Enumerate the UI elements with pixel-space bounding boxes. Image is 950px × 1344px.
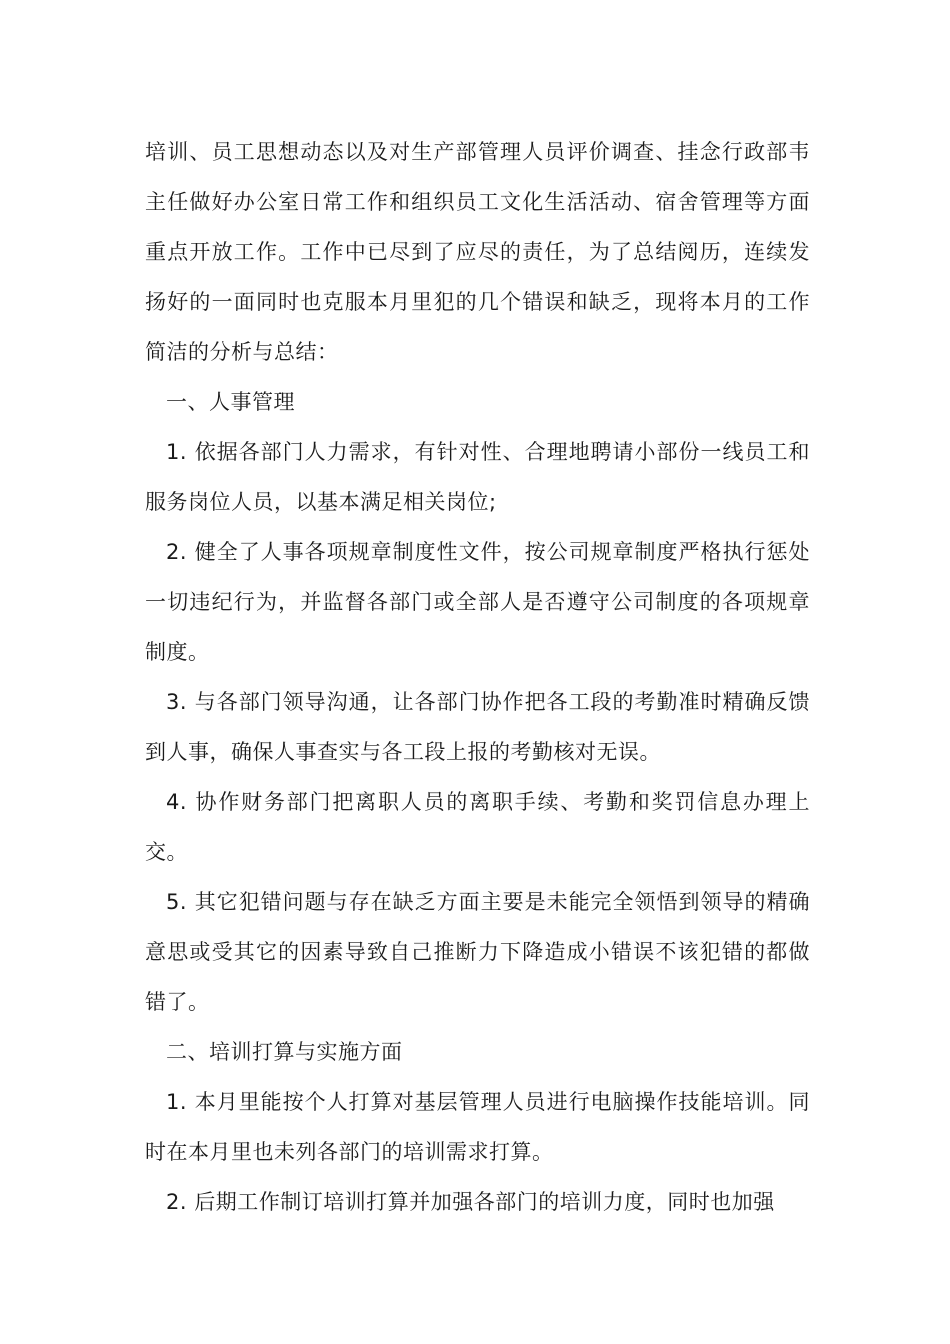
document-body [145, 127, 810, 1227]
list-item: 2. 健全了人事各项规章制度性文件，按公司规章制度严格执行惩处一切违纪行为，并监督各部门或全部人是否遵守公司制度的各项规章制度。 [145, 540, 810, 664]
intro-paragraph: 培训、员工思想动态以及对生产部管理人员评价调查、挂念行政部韦主任做好办公室日常工作和组织员工文化生活活动、宿舍管理等方面重点开放工作。工作中已尽到了应尽的责任，为了总结阅历，连续发扬好的一面同时也克服本月里犯的几个错误和缺乏，现将本月的工作简洁的分析与总结： [145, 140, 810, 364]
list-item: 3. 与各部门领导沟通，让各部门协作把各工段的考勤准时精确反馈到人事，确保人事查实与各工段上报的考勤核对无误。 [145, 690, 810, 764]
list-item: 1. 本月里能按个人打算对基层管理人员进行电脑操作技能培训。同时在本月里也未列各部门的培训需求打算。 [145, 1090, 810, 1164]
section-heading-training: 二、培训打算与实施方面 [166, 1040, 403, 1064]
list-item: 5. 其它犯错问题与存在缺乏方面主要是未能完全领悟到领导的精确意思或受其它的因素导致自己推断力下降造成小错误不该犯错的都做错了。 [145, 890, 810, 1014]
list-item: 4. 协作财务部门把离职人员的离职手续、考勤和奖罚信息办理上交。 [145, 790, 810, 864]
list-item: 2. 后期工作制订培训打算并加强各部门的培训力度，同时也加强 [166, 1190, 775, 1214]
section-heading-personnel: 一、人事管理 [166, 390, 295, 414]
list-item: 1. 依据各部门人力需求，有针对性、合理地聘请小部份一线员工和服务岗位人员，以基本满足相关岗位; [145, 440, 810, 514]
